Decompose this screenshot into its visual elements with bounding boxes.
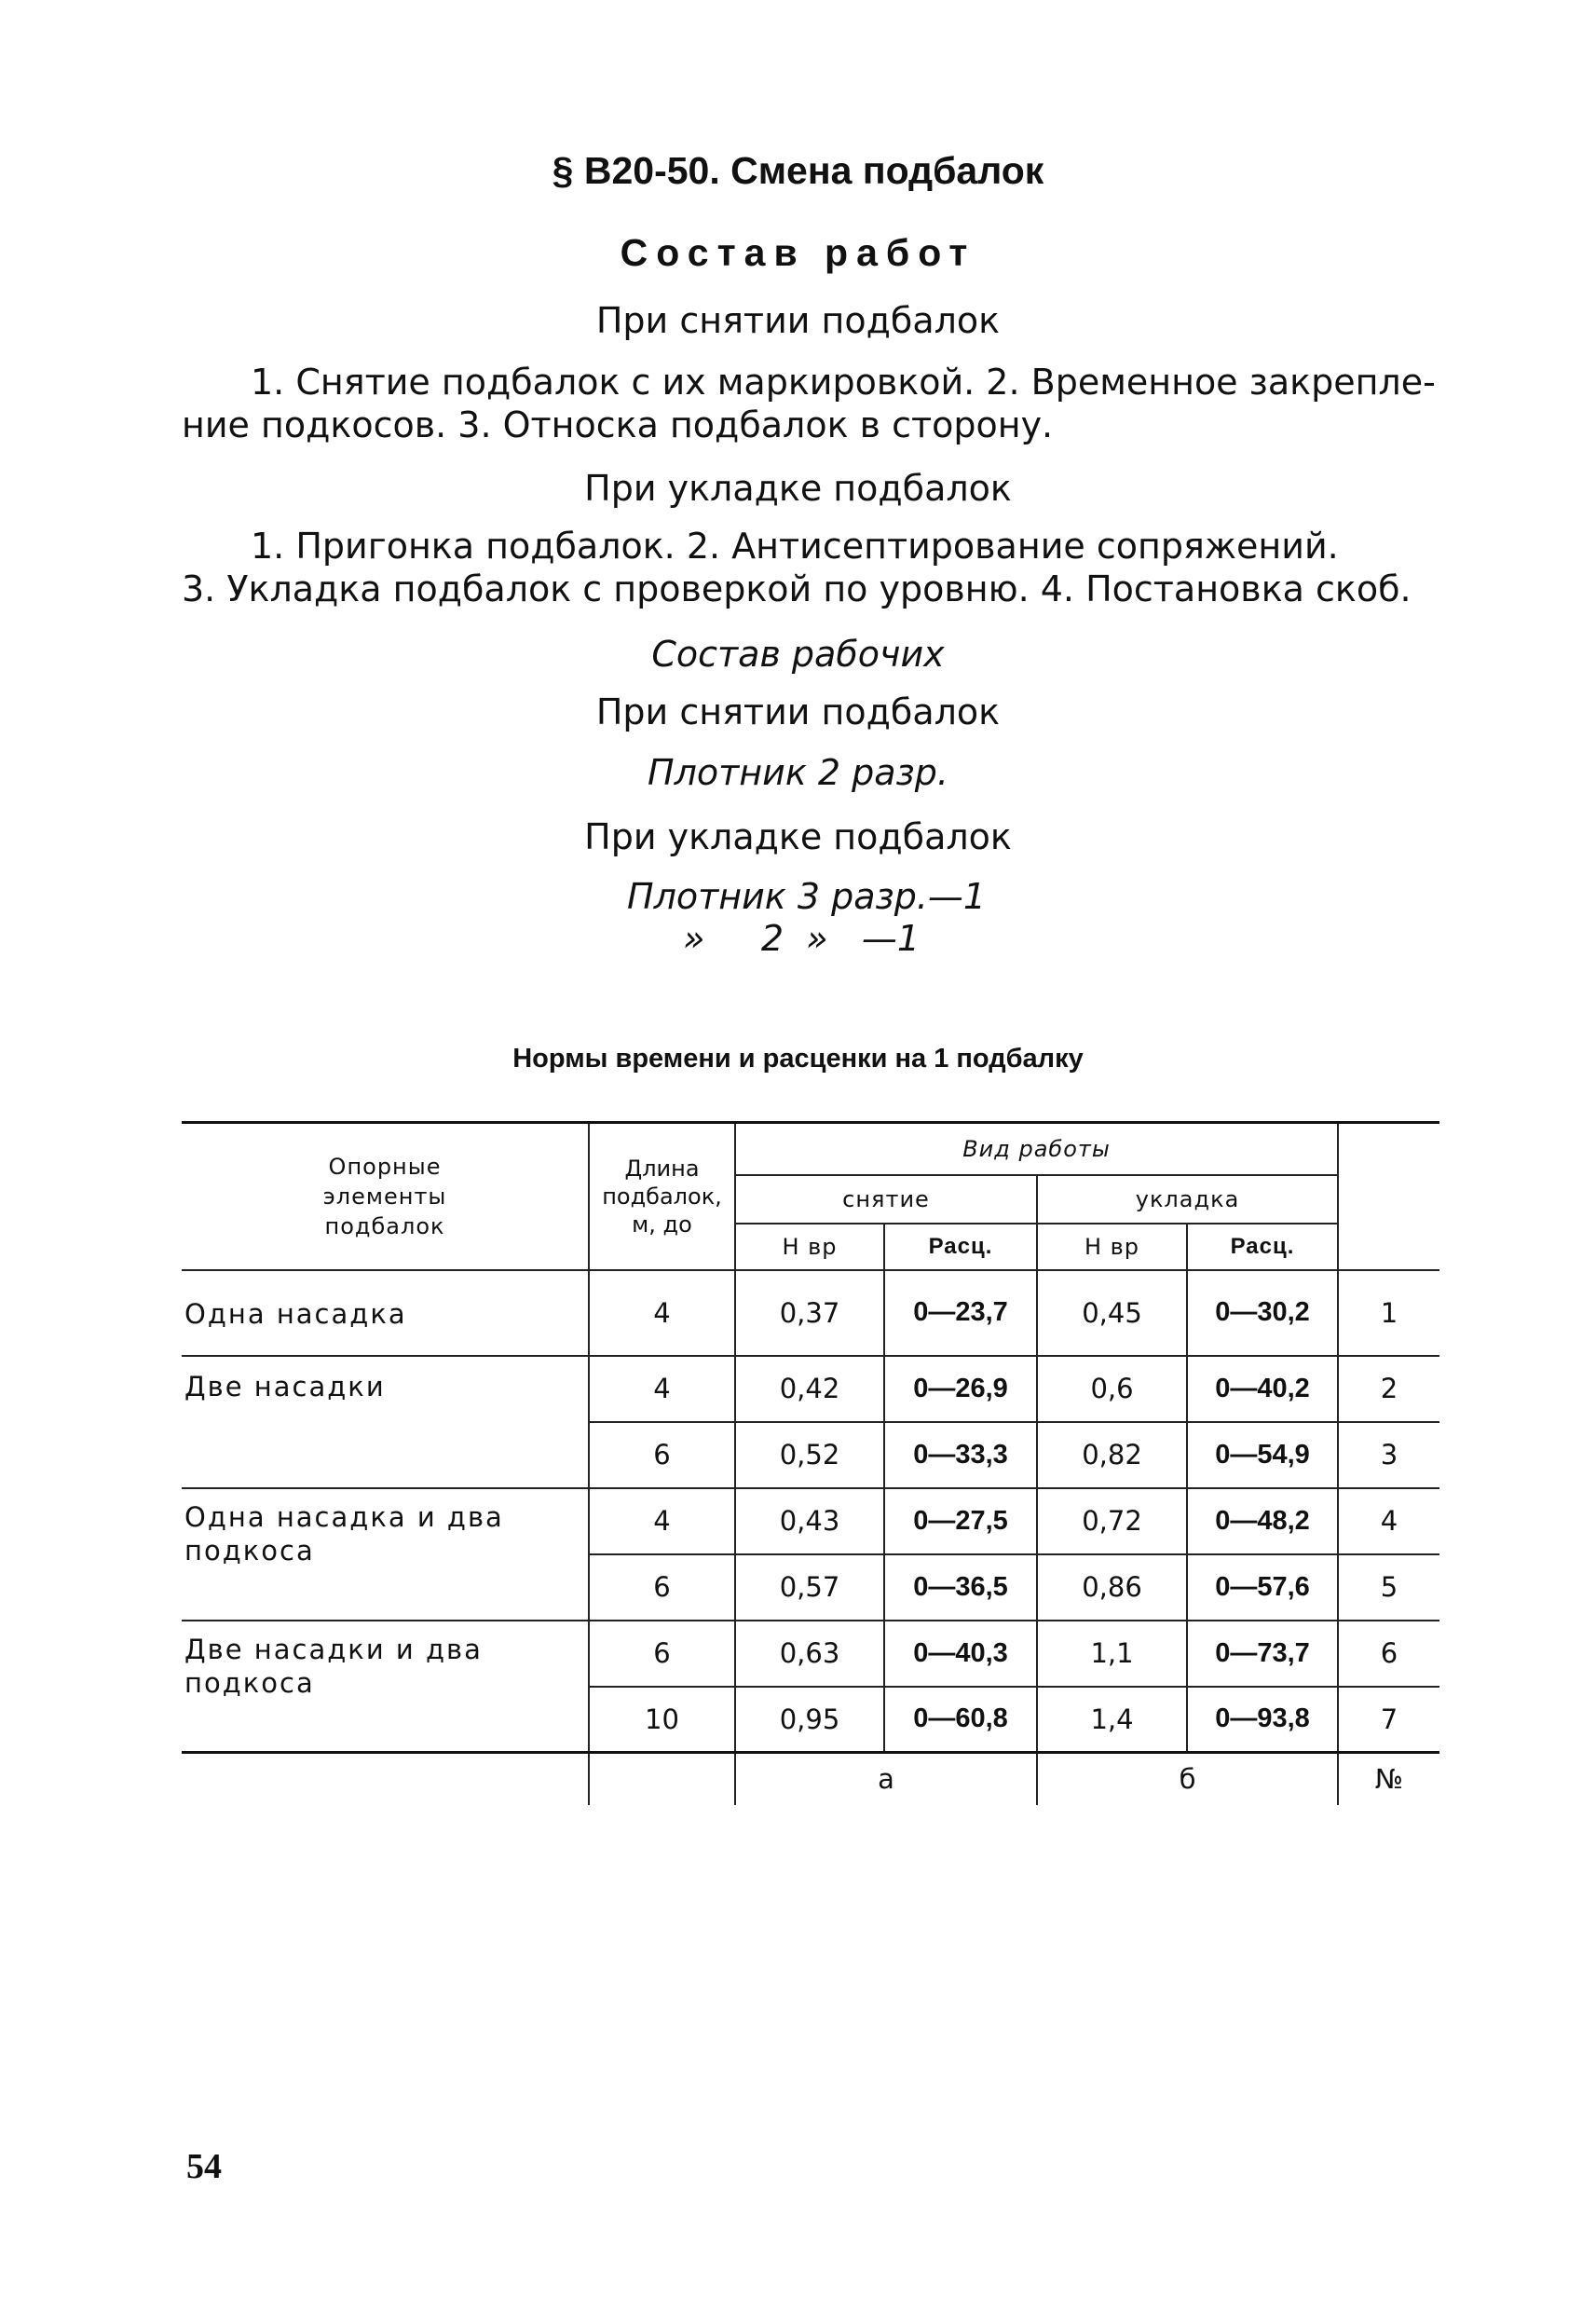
cell-row-number: 7	[1338, 1687, 1439, 1753]
cell-nvr-b: 1,1	[1037, 1621, 1187, 1687]
header-work-type: Вид работы	[735, 1123, 1338, 1175]
header-nvr-b: Н вр	[1037, 1224, 1187, 1270]
footer-b: б	[1037, 1753, 1338, 1805]
cell-nvr-b: 1,4	[1037, 1687, 1187, 1753]
removal-text-line-2: ние подкосов. 3. Относка подбалок в сторону.	[182, 404, 1054, 445]
workers-heading: Состав рабочих	[651, 634, 945, 675]
removal-heading: При снятии подбалок	[595, 300, 1001, 341]
workers-laying-worker-1: Плотник 3 разр.—1	[627, 876, 987, 917]
laying-steps	[182, 525, 1444, 610]
cell-nvr-b: 0,72	[1037, 1488, 1187, 1554]
footer-a: а	[735, 1753, 1037, 1805]
cell-rasc-a: 0—33,3	[884, 1422, 1037, 1488]
cell-rasc-b: 0—93,8	[1187, 1687, 1338, 1753]
cell-rasc-a: 0—26,9	[884, 1356, 1037, 1422]
cell-rasc-a: 0—23,7	[884, 1270, 1037, 1356]
cell-rasc-b: 0—54,9	[1187, 1422, 1338, 1488]
cell-length: 6	[589, 1554, 735, 1621]
header-length-cell	[589, 1123, 735, 1270]
cell-nvr-a: 0,52	[735, 1422, 884, 1488]
cell-length: 4	[589, 1356, 735, 1422]
cell-nvr-a: 0,95	[735, 1687, 884, 1753]
cell-rasc-b: 0—40,2	[1187, 1356, 1338, 1422]
header-laying: укладка	[1037, 1175, 1338, 1224]
cell-rasc-a: 0—60,8	[884, 1687, 1037, 1753]
composition-heading: Состав работ	[620, 231, 976, 274]
header-nvr-a: Н вр	[735, 1224, 884, 1270]
cell-row-number: 6	[1338, 1621, 1439, 1687]
workers-laying-worker-2: » 2 » —1	[683, 918, 921, 959]
header-support: Опорные элементы подбалок	[322, 1153, 447, 1239]
group-label: Две насадки и два подкоса	[182, 1621, 589, 1753]
footer-empty-2	[589, 1753, 735, 1805]
header-removal: снятие	[735, 1175, 1037, 1224]
cell-length: 10	[589, 1687, 735, 1753]
header-length: Длина подбалок, м, до	[602, 1155, 722, 1238]
cell-nvr-a: 0,37	[735, 1270, 884, 1356]
cell-row-number: 4	[1338, 1488, 1439, 1554]
cell-nvr-b: 0,86	[1037, 1554, 1187, 1621]
footer-no: №	[1338, 1753, 1439, 1805]
table-caption: Нормы времени и расценки на 1 подбалку	[512, 1044, 1084, 1074]
group-label: Две насадки	[182, 1356, 589, 1488]
cell-nvr-a: 0,57	[735, 1554, 884, 1621]
cell-row-number: 2	[1338, 1356, 1439, 1422]
cell-row-number: 1	[1338, 1270, 1439, 1356]
cell-rasc-b: 0—57,6	[1187, 1554, 1338, 1621]
cell-rasc-a: 0—40,3	[884, 1621, 1037, 1687]
cell-nvr-b: 0,45	[1037, 1270, 1187, 1356]
norms-table	[182, 1121, 1439, 1805]
workers-removal-heading: При снятии подбалок	[595, 691, 1001, 732]
cell-nvr-b: 0,6	[1037, 1356, 1187, 1422]
cell-length: 6	[589, 1422, 735, 1488]
workers-laying-heading: При укладке подбалок	[584, 816, 1012, 857]
group-label: Одна насадка и два подкоса	[182, 1488, 589, 1621]
table-row	[182, 1270, 1439, 1356]
laying-heading: При укладке подбалок	[584, 468, 1012, 509]
footer-row	[182, 1753, 1439, 1805]
workers-removal-worker: Плотник 2 разр.	[648, 752, 948, 793]
cell-rasc-b: 0—30,2	[1187, 1270, 1338, 1356]
cell-length: 6	[589, 1621, 735, 1687]
table-row	[182, 1621, 1439, 1687]
cell-rasc-a: 0—36,5	[884, 1554, 1037, 1621]
laying-text-line-1: 1. Пригонка подбалок. 2. Антисептирование сопряжений.	[251, 526, 1339, 567]
header-rasc-b: Расц.	[1187, 1224, 1338, 1270]
table-row	[182, 1488, 1439, 1554]
cell-nvr-a: 0,43	[735, 1488, 884, 1554]
cell-rasc-b: 0—73,7	[1187, 1621, 1338, 1687]
cell-nvr-a: 0,42	[735, 1356, 884, 1422]
header-row-1	[182, 1123, 1439, 1175]
cell-nvr-b: 0,82	[1037, 1422, 1187, 1488]
cell-nvr-a: 0,63	[735, 1621, 884, 1687]
header-rasc-a: Расц.	[884, 1224, 1037, 1270]
section-title: § В20-50. Смена подбалок	[552, 149, 1044, 192]
cell-rasc-b: 0—48,2	[1187, 1488, 1338, 1554]
footer-empty-1	[182, 1753, 589, 1805]
cell-length: 4	[589, 1270, 735, 1356]
removal-steps	[182, 361, 1444, 446]
cell-row-number: 5	[1338, 1554, 1439, 1621]
group-label: Одна насадка	[182, 1270, 589, 1356]
cell-length: 4	[589, 1488, 735, 1554]
page-number: 54	[186, 2147, 222, 2186]
cell-rasc-a: 0—27,5	[884, 1488, 1037, 1554]
laying-text-line-2: 3. Укладка подбалок с проверкой по уровню. 4. Постановка скоб.	[182, 568, 1412, 609]
table-row	[182, 1356, 1439, 1422]
cell-row-number: 3	[1338, 1422, 1439, 1488]
removal-text-line-1: 1. Снятие подбалок с их маркировкой. 2. Временное закрепле-	[251, 362, 1436, 403]
header-support-cell	[182, 1123, 589, 1270]
header-number-cell	[1338, 1123, 1439, 1270]
